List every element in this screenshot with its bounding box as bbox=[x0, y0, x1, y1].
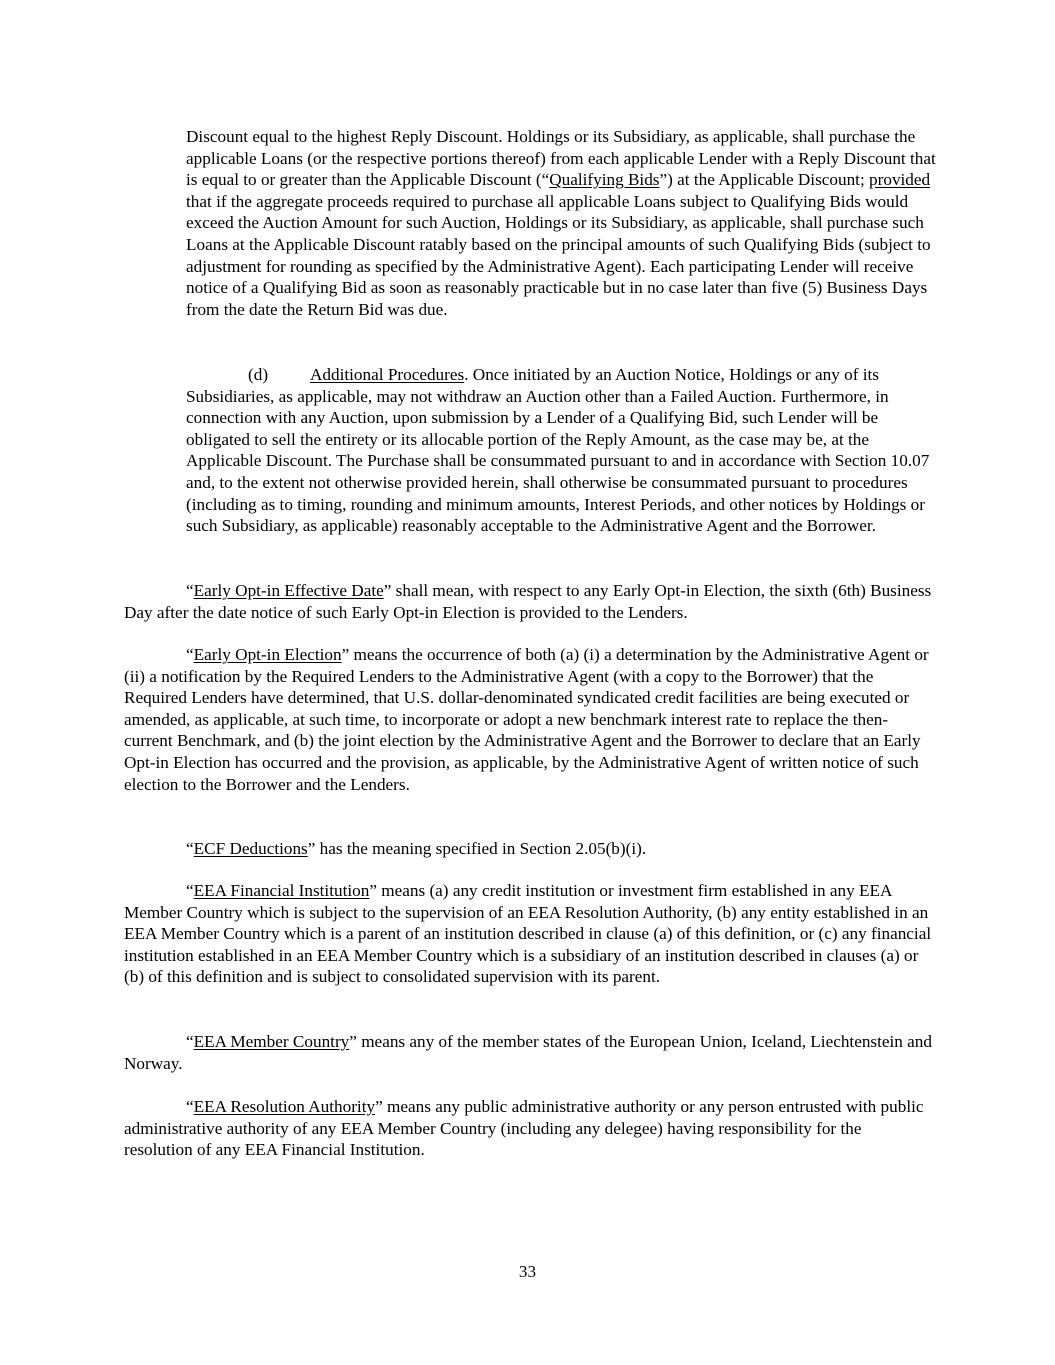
defined-term: EEA Financial Institution bbox=[193, 881, 370, 900]
definition-ecf-deductions: “ECF Deductions” has the meaning specified in Section 2.05(b)(i). bbox=[186, 839, 647, 858]
defined-term: EEA Member Country bbox=[193, 1032, 350, 1051]
term-provided: provided bbox=[869, 170, 931, 190]
term-qualifying-bids: Qualifying Bids bbox=[549, 170, 660, 190]
page-number: 33 bbox=[518, 1262, 537, 1281]
defined-term: Early Opt-in Election bbox=[193, 645, 342, 664]
definition-eea-resolution-authority: “EEA Resolution Authority” means any public administrative authority or any person entrusted with public administrative authority of any EEA Member Country (including any delegee) having responsibility for the resolution of any EEA Financial Institution. bbox=[124, 1097, 924, 1160]
defined-term: ECF Deductions bbox=[193, 839, 308, 858]
paragraph-d: (d) Additional Procedures. Once initiated by an Auction Notice, Holdings or any of its Subsidiaries, as applicable, may not withdraw an Auction other than a Failed Auction. Furthermore, in connection with any Auction, upon submission by a Lender of a Qualifying Bid, such Lender will be obligated to sell the entirety or its allocable portion of the Reply Amount, as the case may be, at the Applicable Discount. The Purchase shall be consummated pursuant to and in accordance with Section 10.07 and, to the extent not otherwise provided herein, shall otherwise be consummated pursuant to procedures (including as to timing, rounding and minimum amounts, Interest Periods, and other notices by Holdings or such Subsidiary, as applicable) reasonably acceptable to the Administrative Agent and the Borrower. bbox=[186, 365, 930, 536]
clause-label-d: (d) bbox=[248, 365, 269, 384]
definition-early-opt-in-election: “Early Opt-in Election” means the occurrence of both (a) (i) a determination by the Administrative Agent or (ii) a notification by the Required Lenders to the Administrative Agent (with a copy to the Borrower) that the Required Lenders have determined, that U.S. dollar-denominated syndicated credit facilities are being executed or amended, as applicable, at such time, to incorporate or adopt a new benchmark interest rate to replace the then-current Benchmark, and (b) the joint election by the Administrative Agent and the Borrower to declare that an Early Opt-in Election has occurred and the provision, as applicable, by the Administrative Agent of written notice of such election to the Borrower and the Lenders. bbox=[124, 645, 929, 794]
definition-eea-financial-institution: “EEA Financial Institution” means (a) any credit institution or investment firm established in any EEA Member Country which is subject to the supervision of an EEA Resolution Authority, (b) any entity established in an EEA Member Country which is a parent of an institution described in clause (a) of this definition, or (c) any financial institution established in an EEA Member Country which is a subsidiary of an institution described in clauses (a) or (b) of this definition and is subject to consolidated supervision with its parent. bbox=[124, 881, 932, 987]
defined-term: EEA Resolution Authority bbox=[193, 1097, 376, 1116]
paragraph-c-continuation: Discount equal to the highest Reply Discount. Holdings or its Subsidiary, as applicable, shall purchase the applicable Loans (or the respective portions thereof) from each applicable Lender with a Reply Discount that is equal to or greater than the Applicable Discount (“Qualifying Bids”) at the Applicable Discount; provided that if the aggregate proceeds required to purchase all applicable Loans subject to Qualifying Bids would exceed the Auction Amount for such Auction, Holdings or its Subsidiary, as applicable, shall purchase such Loans at the Applicable Discount ratably based on the principal amounts of such Qualifying Bids (subject to adjustment for rounding as specified by the Administrative Agent). Each participating Lender will receive notice of a Qualifying Bid as soon as reasonably practicable but in no case later than five (5) Business Days from the date the Return Bid was due. bbox=[186, 127, 936, 319]
defined-term: Early Opt-in Effective Date bbox=[193, 581, 384, 600]
definition-early-opt-in-effective-date: “Early Opt-in Effective Date” shall mean, with respect to any Early Opt-in Election, the sixth (6th) Business Day after the date notice of such Early Opt-in Election is provided to the Lenders. bbox=[124, 581, 932, 622]
heading-additional-procedures: Additional Procedures bbox=[310, 365, 465, 384]
definition-eea-member-country: “EEA Member Country” means any of the member states of the European Union, Iceland, Liechtenstein and Norway. bbox=[124, 1032, 932, 1073]
